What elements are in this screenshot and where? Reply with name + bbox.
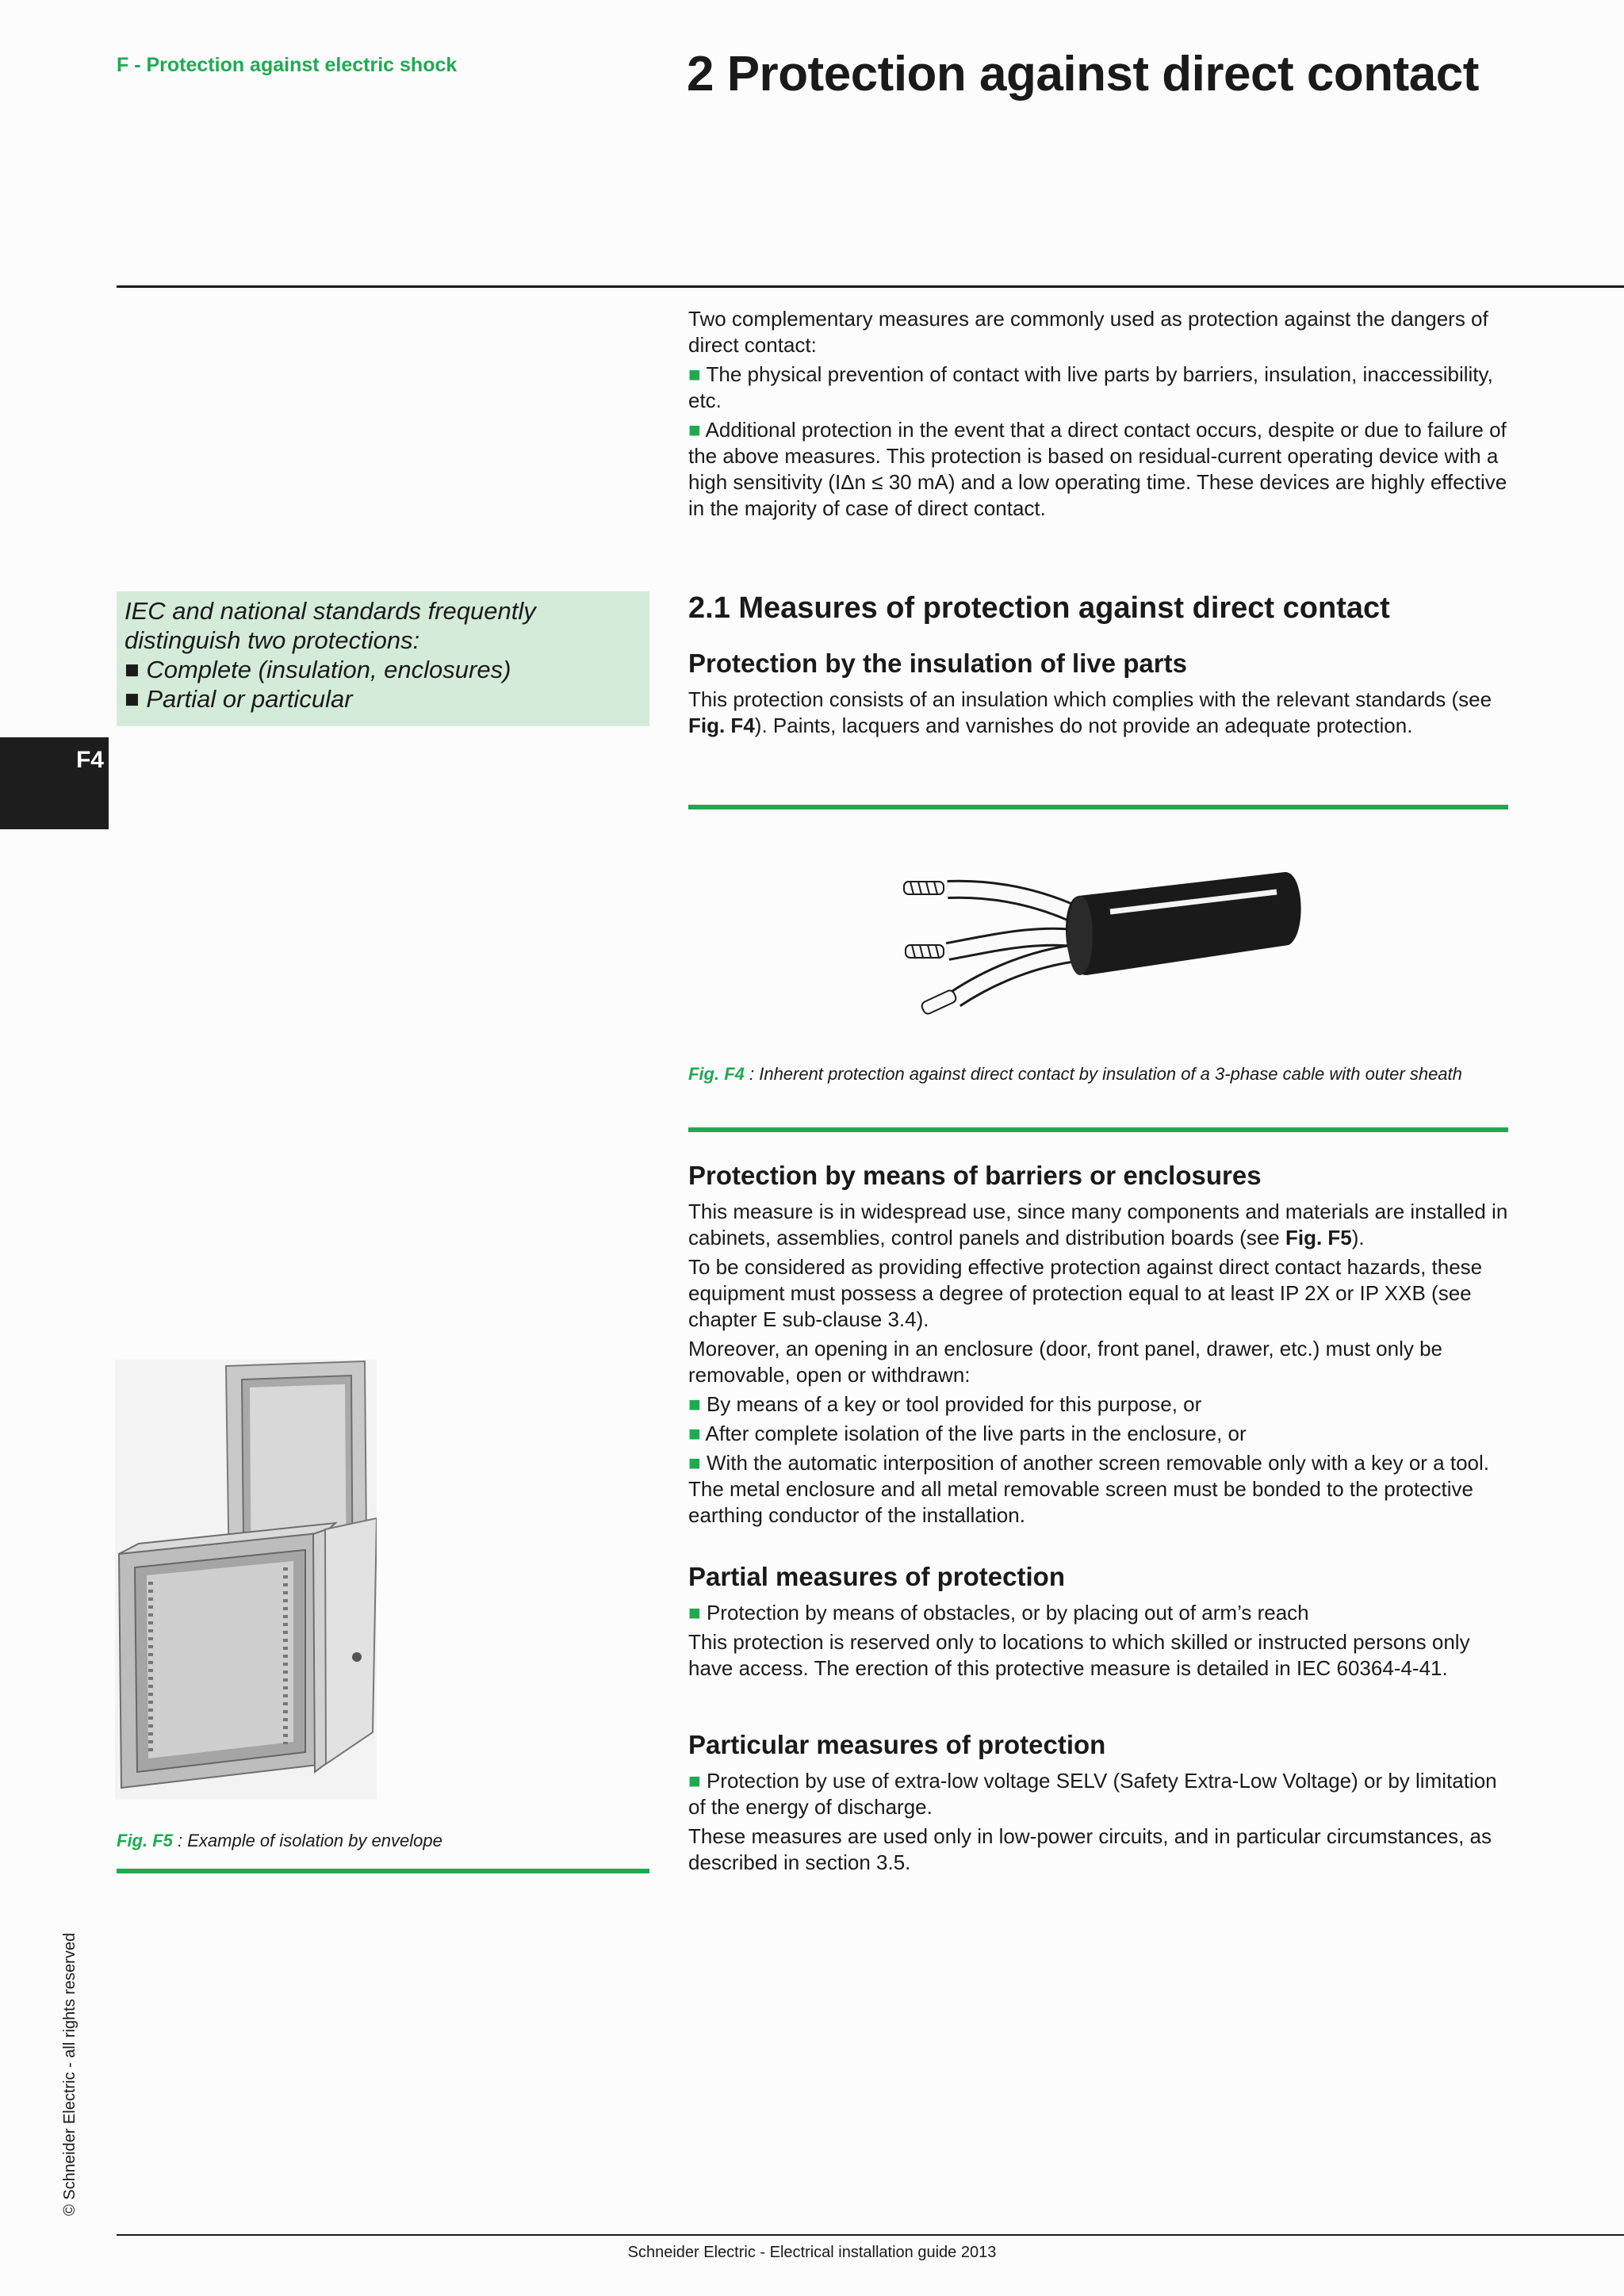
bullet-square-icon: ■	[688, 418, 701, 442]
partial-text	[688, 1600, 1513, 1685]
barriers-p1-post: ).	[1351, 1226, 1365, 1249]
barriers-bullet-3-text: With the automatic interposition of another screen removable only with a key or a tool. The metal enclosure and all metal removable screen must be bonded to the protective earthing conductor of the installation.	[688, 1451, 1490, 1527]
barriers-p1-pre: This measure is in widespread use, since many components and materials are installed in cabinets, assemblies, control panels and distribution boards (see	[688, 1200, 1508, 1249]
fig-f5-label: Fig. F5	[117, 1831, 173, 1850]
bullet-square-icon: ■	[688, 1422, 701, 1445]
fig-f5-caption-text: : Example of isolation by envelope	[172, 1831, 442, 1850]
partial-heading: Partial measures of protection	[688, 1562, 1065, 1591]
partial-p1: This protection is reserved only to locations to which skilled or instructed persons only have access. The erection of this protective measure is detailed in IEC 60364-4-41.	[688, 1630, 1470, 1680]
side-note-line-1: IEC and national standards frequently	[124, 597, 536, 625]
barriers-text	[688, 1199, 1513, 1532]
fig-f5-caption	[117, 1829, 648, 1852]
side-note-line-2: distinguish two protections:	[124, 626, 420, 654]
side-note-item-1-text: Complete (insulation, enclosures)	[146, 656, 511, 683]
intro-bullet-1	[688, 362, 1513, 414]
side-note-item-2-text: Partial or particular	[146, 685, 353, 713]
bullet-square-icon: ■	[124, 685, 140, 713]
copyright-text: © Schneider Electric - all rights reserved	[61, 1932, 79, 2216]
barriers-bullet-2	[688, 1421, 1513, 1447]
particular-bullet-1-text: Protection by use of extra-low voltage SELV (Safety Extra-Low Voltage) or by limitation of the energy of discharge.	[688, 1769, 1497, 1819]
fig-f5-bottom-rule	[117, 1869, 649, 1873]
bullet-square-icon: ■	[688, 362, 701, 386]
intro-bullet-1-text: The physical prevention of contact with live parts by barriers, insulation, inaccessibility, etc.	[688, 362, 1493, 412]
particular-text	[688, 1768, 1513, 1879]
side-note-item-1	[124, 655, 642, 684]
insulation-text	[688, 687, 1513, 742]
enclosure-illustration	[115, 1360, 377, 1800]
three-phase-cable-illustration	[872, 856, 1316, 1031]
fig-f4-bottom-rule	[688, 1127, 1508, 1132]
fig-f4-top-rule	[688, 805, 1508, 809]
barriers-p2: To be considered as providing effective protection against direct contact hazards, these equipment must possess a degree of protection equal to at least IP 2X or IP XXB (see chapter E sub-clause 3.4).	[688, 1255, 1483, 1331]
partial-bullet-1	[688, 1600, 1513, 1626]
barriers-heading: Protection by means of barriers or enclosures	[688, 1161, 1262, 1190]
intro-block	[688, 306, 1513, 525]
page-tab-label: F4	[75, 747, 104, 773]
footer-text: Schneider Electric - Electrical installation guide 2013	[627, 2244, 997, 2261]
intro-bullet-2	[688, 417, 1513, 522]
barriers-bullet-3	[688, 1450, 1513, 1529]
barriers-bullet-2-text: After complete isolation of the live parts in the enclosure, or	[705, 1422, 1247, 1445]
bullet-square-icon: ■	[124, 656, 140, 683]
chapter-label: F - Protection against electric shock	[117, 54, 458, 76]
footer-rule	[117, 2234, 1624, 2236]
fig-f4-label: Fig. F4	[688, 1064, 745, 1084]
fig-f4-caption-text: : Inherent protection against direct contact by insulation of a 3-phase cable with outer sheath	[744, 1064, 1462, 1084]
header-rule	[117, 285, 1624, 288]
particular-heading: Particular measures of protection	[688, 1730, 1106, 1759]
intro-lead: Two complementary measures are commonly used as protection against the dangers of direct contact:	[688, 307, 1488, 357]
insulation-text-post: ). Paints, lacquers and varnishes do not provide an adequate protection.	[754, 714, 1413, 737]
section-heading-2-1: 2.1 Measures of protection against direct contact	[688, 591, 1390, 625]
fig-f4-ref: Fig. F4	[688, 714, 755, 737]
fig-f4-caption	[688, 1062, 1505, 1085]
bullet-square-icon: ■	[688, 1769, 701, 1793]
particular-p1: These measures are used only in low-power circuits, and in particular circumstances, as described in section 3.5.	[688, 1824, 1492, 1874]
bullet-square-icon: ■	[688, 1451, 701, 1475]
barriers-bullet-1	[688, 1391, 1513, 1418]
bullet-square-icon: ■	[688, 1392, 701, 1416]
barriers-p3: Moreover, an opening in an enclosure (door, front panel, drawer, etc.) must only be removable, open or withdrawn:	[688, 1337, 1442, 1387]
fig-f5-ref: Fig. F5	[1285, 1226, 1352, 1249]
page-title: 2 Protection against direct contact	[687, 47, 1479, 101]
partial-bullet-1-text: Protection by means of obstacles, or by placing out of arm’s reach	[706, 1601, 1309, 1624]
side-note-item-2	[124, 684, 642, 714]
intro-bullet-2-text: Additional protection in the event that a direct contact occurs, despite or due to failure of the above measures. This protection is based on residual-current operating device with a high sensitivity (IΔn ≤ 30 mA) and a low operating time. These devices are highly effective in the majority of case of direct contact.	[688, 418, 1507, 520]
insulation-heading: Protection by the insulation of live parts	[688, 649, 1187, 678]
page-tab	[0, 737, 109, 829]
insulation-text-pre: This protection consists of an insulation which complies with the relevant standards (see	[688, 687, 1492, 711]
particular-bullet-1	[688, 1768, 1513, 1820]
side-note	[117, 591, 649, 726]
bullet-square-icon: ■	[688, 1601, 701, 1624]
barriers-bullet-1-text: By means of a key or tool provided for this purpose, or	[706, 1392, 1202, 1416]
